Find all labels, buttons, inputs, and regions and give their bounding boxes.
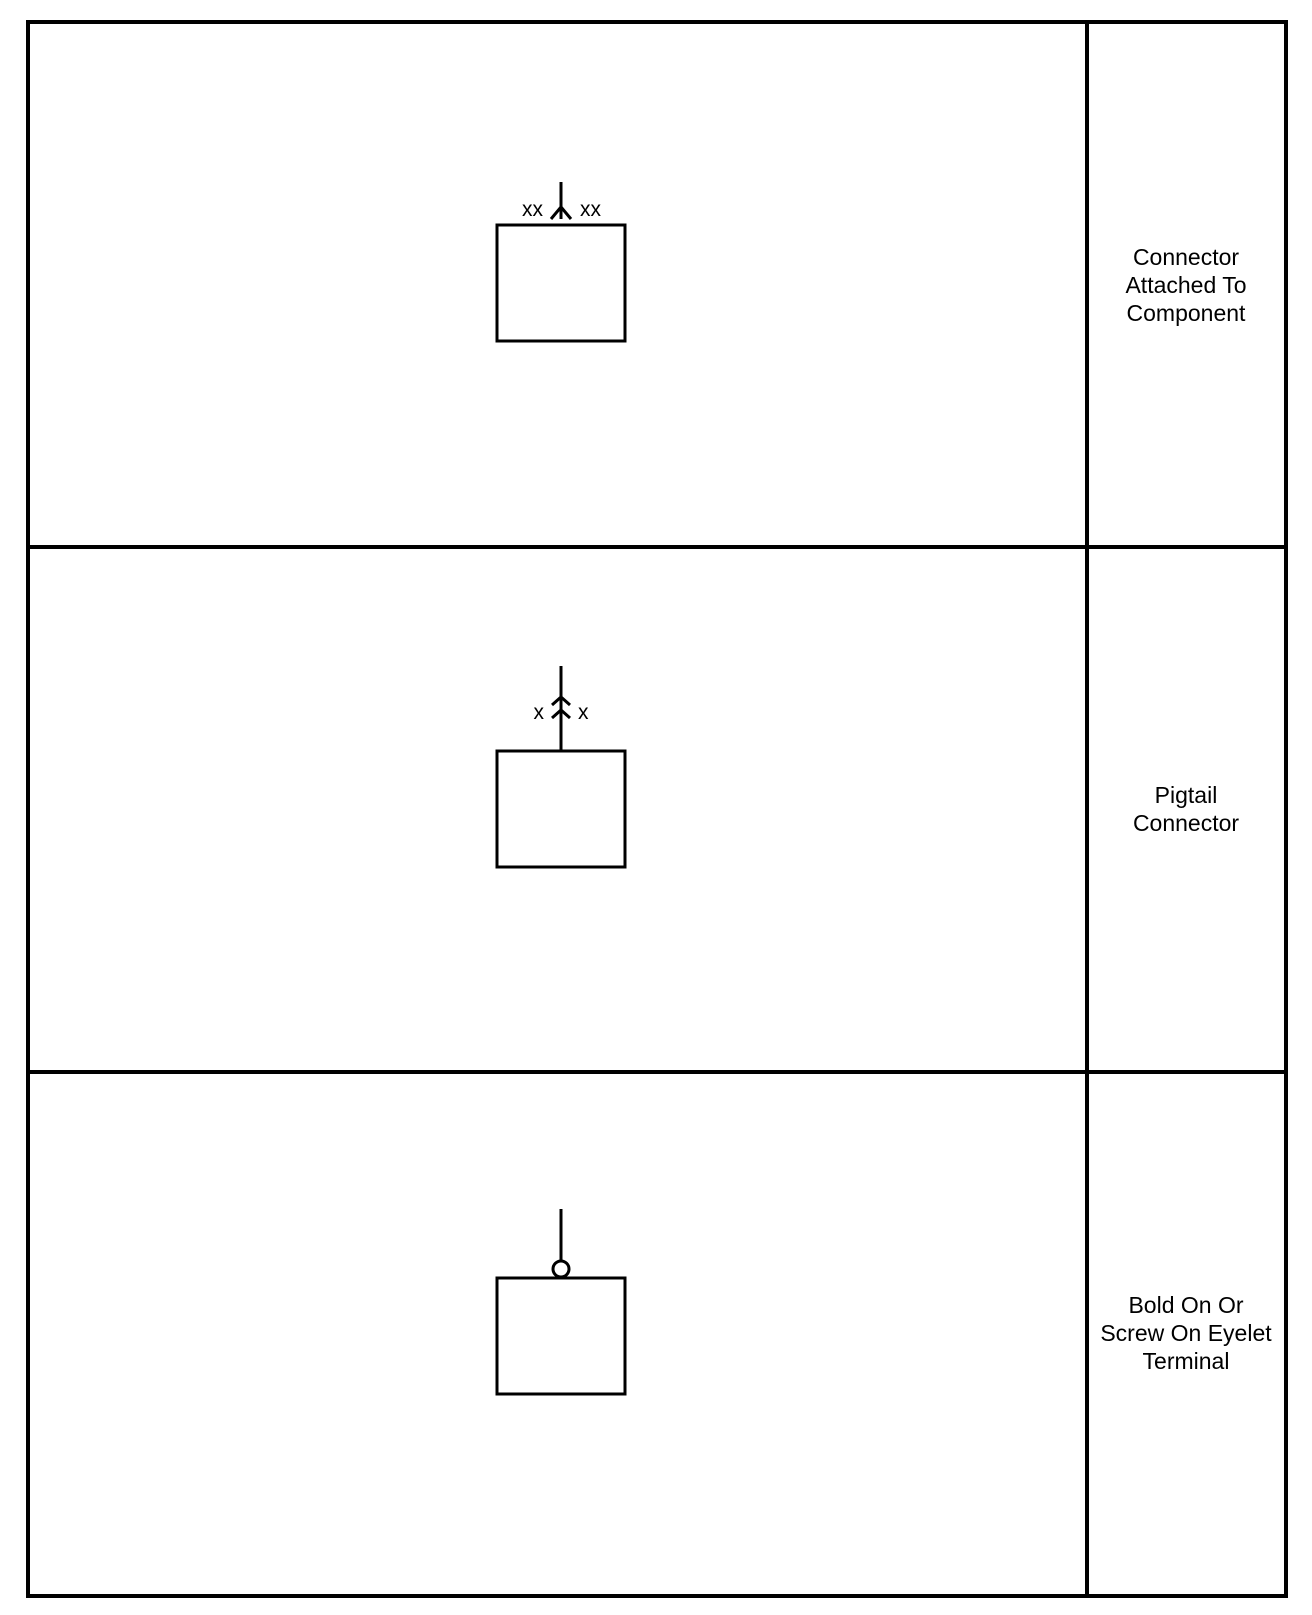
row-label-connector-attached: Connector Attached To Component	[1125, 244, 1247, 326]
eyelet-terminal-symbol	[497, 1209, 625, 1394]
row-label-pigtail-connector: Pigtail Connector	[1132, 782, 1240, 836]
pin-label-right: xx	[580, 198, 601, 221]
pin-label-left: x	[533, 701, 544, 724]
component-box	[497, 225, 625, 341]
eyelet-icon	[553, 1261, 569, 1277]
row-label-eyelet-terminal: Bold On Or Screw On Eyelet Terminal	[1100, 1292, 1272, 1374]
component-box	[497, 751, 625, 867]
pin-label-right: x	[578, 701, 589, 724]
pin-label-left: xx	[522, 198, 543, 221]
pigtail-connector-symbol	[497, 666, 625, 867]
component-box	[497, 1278, 625, 1394]
connector-attached-symbol	[497, 182, 625, 341]
